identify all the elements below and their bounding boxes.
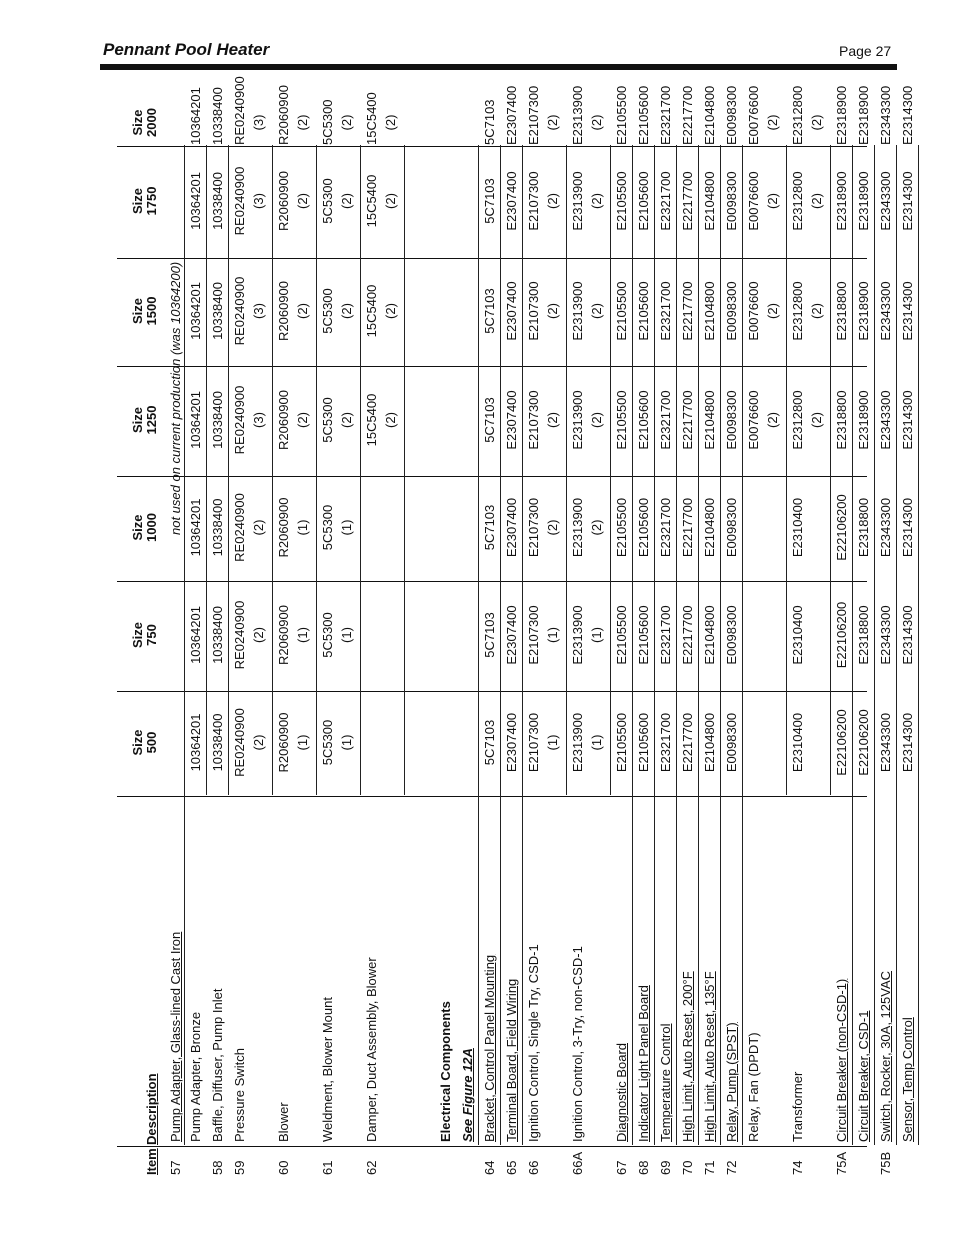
part-number: E2314300	[900, 281, 915, 341]
part-number: E2313900	[570, 605, 585, 665]
part-number: 10338400	[210, 282, 225, 340]
part-number: 5C5300	[320, 99, 335, 145]
column-header	[131, 365, 161, 475]
part-number: R2060900	[276, 171, 291, 231]
quantity: (3)	[251, 303, 266, 319]
part-number: 5C5300	[320, 504, 335, 551]
item-number: 68	[636, 1160, 651, 1175]
part-description: High Limit, Auto Reset, 135°F	[702, 971, 717, 1142]
part-number: E0098300	[724, 85, 739, 145]
part-number: E2107300	[526, 85, 541, 145]
part-number: E0076600	[746, 171, 761, 231]
table-row	[273, 85, 317, 1175]
part-number: RE0240900	[232, 493, 247, 562]
item-number: 66A	[570, 1151, 585, 1175]
item-number: 58	[210, 1160, 225, 1175]
quantity: (2)	[339, 193, 354, 209]
part-number: E2321700	[658, 712, 673, 773]
part-number: 10338400	[210, 172, 225, 230]
part-number: E0098300	[724, 497, 739, 558]
part-number: RE0240900	[232, 600, 247, 670]
quantity: (2)	[295, 412, 310, 428]
part-number: E2105600	[636, 390, 651, 450]
table-row	[435, 100, 457, 1175]
part-description: Pressure Switch	[232, 1048, 247, 1142]
table-row	[523, 85, 567, 1175]
quantity: (1)	[295, 519, 310, 536]
quantity: (1)	[339, 519, 354, 536]
part-description: Diagnostic Board	[614, 1043, 629, 1142]
column-header-line2: 1500	[144, 296, 159, 326]
part-number: E2318900	[856, 281, 871, 341]
quantity: (1)	[589, 627, 604, 643]
table-row	[405, 100, 435, 1175]
part-number: E2105600	[636, 171, 651, 231]
quantity: (2)	[589, 412, 604, 428]
column-header	[131, 145, 161, 257]
table-row	[677, 85, 699, 1175]
part-description: Electrical Components	[438, 1001, 453, 1142]
part-number: E2105600	[636, 712, 651, 773]
part-number: 15C5400	[364, 393, 379, 447]
column-header-line1: Size	[130, 514, 145, 541]
part-number: RE0240900	[232, 76, 247, 145]
part-number: E2312800	[790, 390, 805, 450]
part-number: 5C7103	[482, 504, 497, 551]
part-description: Pump Adapter, Bronze	[188, 1011, 203, 1142]
table-row	[229, 76, 273, 1175]
quantity: (1)	[339, 734, 354, 751]
part-number: E2217700	[680, 390, 695, 450]
part-number: E2307400	[504, 497, 519, 558]
part-number: E2312800	[790, 281, 805, 341]
column-header-line1: Size	[130, 298, 145, 325]
part-description: Ignition Control, 3-Try, non-CSD-1	[570, 946, 585, 1142]
part-number: RE0240900	[232, 385, 247, 455]
page-title: Pennant Pool Heater	[103, 40, 270, 59]
part-number: E2105500	[614, 390, 629, 450]
quantity: (2)	[295, 303, 310, 319]
column-header	[131, 690, 161, 795]
part-number: E2104800	[702, 497, 717, 558]
quantity: (2)	[765, 412, 780, 428]
part-description: Transformer	[790, 1071, 805, 1142]
part-number: R2060900	[276, 281, 291, 341]
column-header-line2: 1000	[144, 513, 159, 542]
part-number: E2343300	[878, 390, 893, 450]
part-number: E2321700	[658, 390, 673, 450]
part-number: E2307400	[504, 171, 519, 231]
item-number: 61	[320, 1160, 335, 1175]
quantity: (2)	[545, 193, 560, 209]
quantity: (2)	[383, 412, 398, 428]
part-number: RE0240900	[232, 276, 247, 346]
table-row	[479, 100, 501, 1175]
part-description: See Figure 12A	[460, 1048, 475, 1142]
part-description: Ignition Control, Single Try, CSD-1	[526, 944, 541, 1142]
part-number: E2312800	[790, 85, 805, 145]
part-number: E2321700	[658, 85, 673, 145]
table-row	[567, 85, 611, 1175]
part-number: 10364201	[188, 87, 203, 145]
item-number: 66	[526, 1160, 541, 1175]
part-number: E22106200	[834, 494, 849, 561]
part-number: E2314300	[900, 85, 915, 145]
part-number: E2104800	[702, 712, 717, 773]
part-number: E2104800	[702, 281, 717, 341]
part-description: Damper, Duct Assembly, Blower	[364, 957, 379, 1142]
item-number: 65	[504, 1160, 519, 1175]
quantity: (2)	[383, 303, 398, 319]
part-number: E2307400	[504, 712, 519, 773]
quantity: (2)	[809, 412, 824, 428]
part-number: E2314300	[900, 712, 915, 773]
quantity: (1)	[295, 734, 310, 751]
row-rule	[918, 145, 919, 1145]
part-number: E2217700	[680, 605, 695, 665]
part-number: 10364201	[188, 282, 203, 340]
part-number: E2313900	[570, 390, 585, 450]
table-row	[897, 85, 919, 1175]
part-number: E0098300	[724, 712, 739, 773]
part-number: 10338400	[210, 498, 225, 557]
part-number: E0076600	[746, 390, 761, 450]
quantity: (2)	[765, 303, 780, 319]
quantity: (2)	[545, 114, 560, 131]
part-number: E2318900	[834, 171, 849, 231]
column-header-line1: Description	[144, 1073, 159, 1145]
part-description: Weldment, Blower Mount	[320, 997, 335, 1142]
part-number: E2343300	[878, 497, 893, 558]
part-number: E2307400	[504, 390, 519, 450]
quantity: (2)	[545, 303, 560, 319]
part-number: E2307400	[504, 281, 519, 341]
part-number: E2107300	[526, 605, 541, 665]
item-number: 57	[168, 1160, 183, 1175]
quantity: (2)	[545, 412, 560, 428]
part-number: E2217700	[680, 171, 695, 231]
quantity: (2)	[765, 114, 780, 131]
part-number: E2310400	[790, 497, 805, 558]
item-number: 71	[702, 1160, 717, 1175]
quantity: (2)	[251, 734, 266, 751]
quantity: (2)	[589, 303, 604, 319]
part-number: E2343300	[878, 85, 893, 145]
part-number: 10338400	[210, 391, 225, 449]
quantity: (2)	[809, 114, 824, 131]
part-number: E0098300	[724, 171, 739, 231]
quantity: (2)	[589, 519, 604, 536]
table-row	[317, 100, 361, 1175]
part-number: E2343300	[878, 605, 893, 665]
part-number: E2314300	[900, 497, 915, 558]
part-number: E2307400	[504, 605, 519, 665]
part-description: Terminal Board, Field Wiring	[504, 978, 519, 1142]
part-number: E2343300	[878, 712, 893, 773]
part-number: 5C5300	[320, 612, 335, 658]
column-header-line1: Size	[130, 109, 145, 136]
quantity: (2)	[339, 412, 354, 428]
part-number: E2105500	[614, 712, 629, 773]
part-number: R2060900	[276, 605, 291, 665]
part-number: E0076600	[746, 281, 761, 341]
part-number: R2060900	[276, 497, 291, 558]
quantity: (2)	[589, 193, 604, 209]
part-number: E2314300	[900, 390, 915, 450]
quantity: (2)	[809, 303, 824, 319]
part-description: Relay, Fan (DPDT)	[746, 1032, 761, 1142]
part-number: E22106200	[834, 601, 849, 669]
item-number: 75A	[834, 1151, 849, 1175]
part-number: 5C7103	[482, 99, 497, 145]
quantity: (2)	[339, 114, 354, 131]
part-number: E22106200	[856, 709, 871, 776]
item-number: 72	[724, 1160, 739, 1175]
column-header	[131, 580, 161, 690]
table-row	[501, 85, 523, 1175]
quantity: (3)	[251, 412, 266, 428]
production-note: not used on current production (was 10364200)	[168, 261, 183, 535]
part-number: E2343300	[878, 171, 893, 231]
part-description: Circuit Breaker (non-CSD-1)	[834, 978, 849, 1142]
part-number: 5C7103	[482, 719, 497, 766]
part-number: E2217700	[680, 281, 695, 341]
part-number: E2105500	[614, 605, 629, 665]
part-number: E2321700	[658, 497, 673, 558]
part-number: 10338400	[210, 713, 225, 772]
part-number: E2107300	[526, 712, 541, 773]
table-row	[699, 85, 721, 1175]
part-number: E2313900	[570, 497, 585, 558]
part-number: 10364201	[188, 606, 203, 664]
part-number: E2314300	[900, 171, 915, 231]
part-number: E2313900	[570, 171, 585, 231]
part-number: E2318900	[856, 390, 871, 450]
quantity: (2)	[295, 193, 310, 209]
table-row	[185, 87, 207, 1175]
part-number: E2104800	[702, 605, 717, 665]
part-number: E22106200	[834, 709, 849, 776]
part-number: 5C7103	[482, 612, 497, 658]
part-number: R2060900	[276, 712, 291, 773]
table-row	[633, 85, 655, 1175]
part-number: E0098300	[724, 390, 739, 450]
column-header-line1: Size	[130, 729, 145, 756]
part-number: 10338400	[210, 606, 225, 664]
item-number: 67	[614, 1160, 629, 1175]
part-number: E2313900	[570, 712, 585, 773]
part-number: 15C5400	[364, 174, 379, 228]
column-header-line1: Size	[130, 188, 145, 215]
part-number: E2307400	[504, 85, 519, 145]
part-number: E2104800	[702, 171, 717, 231]
part-number: E2313900	[570, 85, 585, 145]
part-number: E2318800	[856, 605, 871, 665]
column-header-line2: 1750	[144, 186, 159, 216]
table-row	[787, 85, 831, 1175]
quantity: (2)	[809, 193, 824, 209]
column-header-line2: 2000	[144, 108, 159, 137]
part-number: 10338400	[210, 87, 225, 145]
part-number: E2217700	[680, 497, 695, 558]
part-number: E2312800	[790, 171, 805, 231]
part-number: E2105500	[614, 171, 629, 231]
item-number: 70	[680, 1160, 695, 1175]
item-number: 75B	[878, 1151, 893, 1175]
part-description: Temperature Control	[658, 1023, 673, 1142]
part-number: E2105600	[636, 497, 651, 558]
part-description: Circuit Breaker, CSD-1	[856, 1010, 871, 1142]
quantity: (2)	[765, 193, 780, 209]
item-number: 59	[232, 1160, 247, 1175]
part-number: E0098300	[724, 605, 739, 665]
part-number: 15C5400	[364, 92, 379, 145]
part-number: E0076600	[746, 85, 761, 145]
part-description: Bracket, Control Panel Mounting	[482, 954, 497, 1142]
part-number: 10364201	[188, 713, 203, 772]
part-number: E2107300	[526, 281, 541, 341]
part-number: E2318800	[834, 390, 849, 450]
quantity: (1)	[589, 734, 604, 751]
quantity: (1)	[545, 627, 560, 643]
part-number: E2105500	[614, 497, 629, 558]
part-number: 10364201	[188, 498, 203, 557]
part-description: Baffle, Diffuser, Pump Inlet	[210, 988, 225, 1142]
table-row	[721, 85, 743, 1175]
part-number: 5C5300	[320, 178, 335, 224]
part-number: E2107300	[526, 497, 541, 558]
part-number: 10364201	[188, 172, 203, 230]
part-description: Pump Adapter, Glass-lined Cast Iron	[168, 931, 183, 1142]
item-number: 62	[364, 1160, 379, 1175]
part-number: 5C7103	[482, 178, 497, 224]
part-number: 10364201	[188, 391, 203, 449]
part-number: E2343300	[878, 281, 893, 341]
part-number: E2310400	[790, 605, 805, 665]
table-row	[611, 85, 633, 1175]
part-number: E2105500	[614, 85, 629, 145]
part-number: E2105600	[636, 85, 651, 145]
part-number: E0098300	[724, 281, 739, 341]
part-number: 5C7103	[482, 397, 497, 443]
part-number: E2310400	[790, 712, 805, 773]
quantity: (3)	[251, 114, 266, 131]
column-header	[131, 100, 161, 145]
part-number: E2318800	[856, 497, 871, 558]
part-number: E2105600	[636, 605, 651, 665]
part-number: E2321700	[658, 605, 673, 665]
part-number: RE0240900	[232, 708, 247, 777]
part-number: 5C5300	[320, 397, 335, 443]
quantity: (2)	[589, 114, 604, 131]
table-row	[655, 85, 677, 1175]
part-number: E2217700	[680, 85, 695, 145]
part-number: RE0240900	[232, 166, 247, 236]
column-header-line2: 1250	[144, 405, 159, 435]
part-number: E2318900	[856, 85, 871, 145]
part-number: E2321700	[658, 171, 673, 231]
part-number: 5C5300	[320, 288, 335, 334]
header-rule	[100, 64, 897, 70]
table-row	[457, 100, 479, 1175]
part-description: Blower	[276, 1102, 291, 1142]
table-row	[831, 85, 853, 1175]
column-header	[131, 475, 161, 580]
quantity: (1)	[545, 734, 560, 751]
table-row	[875, 85, 897, 1175]
part-number: E2313900	[570, 281, 585, 341]
part-description: Relay, Pump (SPST)	[724, 1022, 739, 1142]
quantity: (2)	[339, 303, 354, 319]
part-number: E2321700	[658, 281, 673, 341]
parts-table	[117, 76, 915, 1175]
quantity: (2)	[295, 114, 310, 131]
column-header-line2: 750	[144, 624, 159, 646]
part-number: E2104800	[702, 390, 717, 450]
part-number: E2105600	[636, 281, 651, 341]
part-number: R2060900	[276, 85, 291, 145]
quantity: (2)	[383, 114, 398, 131]
part-number: R2060900	[276, 390, 291, 450]
item-number: 74	[790, 1160, 805, 1175]
part-number: E2107300	[526, 171, 541, 231]
item-number: 69	[658, 1160, 673, 1175]
item-number: 60	[276, 1160, 291, 1175]
table-row	[207, 87, 229, 1175]
part-description: Sensor, Temp Control	[900, 1017, 915, 1142]
quantity: (3)	[251, 193, 266, 209]
quantity: (2)	[251, 627, 266, 643]
part-number: 5C7103	[482, 288, 497, 334]
part-number: 15C5400	[364, 284, 379, 338]
part-number: E2318900	[834, 85, 849, 145]
quantity: (2)	[251, 519, 266, 536]
part-number: E2217700	[680, 712, 695, 773]
column-header-line1: Size	[130, 407, 145, 434]
part-number: E2104800	[702, 85, 717, 145]
quantity: (2)	[383, 193, 398, 209]
page-number: Page 27	[839, 43, 892, 59]
part-number: E2318800	[834, 281, 849, 341]
part-description: Switch, Rocker, 30A, 125VAC	[878, 970, 893, 1142]
item-number: 64	[482, 1160, 497, 1175]
part-number: E2105500	[614, 281, 629, 341]
column-header	[131, 257, 161, 365]
part-description: Indicator Light Panel Board	[636, 985, 651, 1142]
part-number: E2107300	[526, 390, 541, 450]
quantity: (1)	[339, 627, 354, 643]
column-header-line2: 500	[144, 731, 159, 754]
column-header-line1: Item	[144, 1148, 159, 1175]
part-description: High Limit, Auto Reset, 200°F	[680, 971, 695, 1142]
quantity: (1)	[295, 627, 310, 643]
column-header-line1: Size	[130, 622, 145, 649]
part-number: E2318900	[856, 171, 871, 231]
table-row	[361, 92, 405, 1175]
part-number: E2314300	[900, 605, 915, 665]
table-row	[853, 85, 875, 1175]
quantity: (2)	[545, 519, 560, 536]
table-row	[743, 85, 787, 1175]
part-number: 5C5300	[320, 719, 335, 766]
